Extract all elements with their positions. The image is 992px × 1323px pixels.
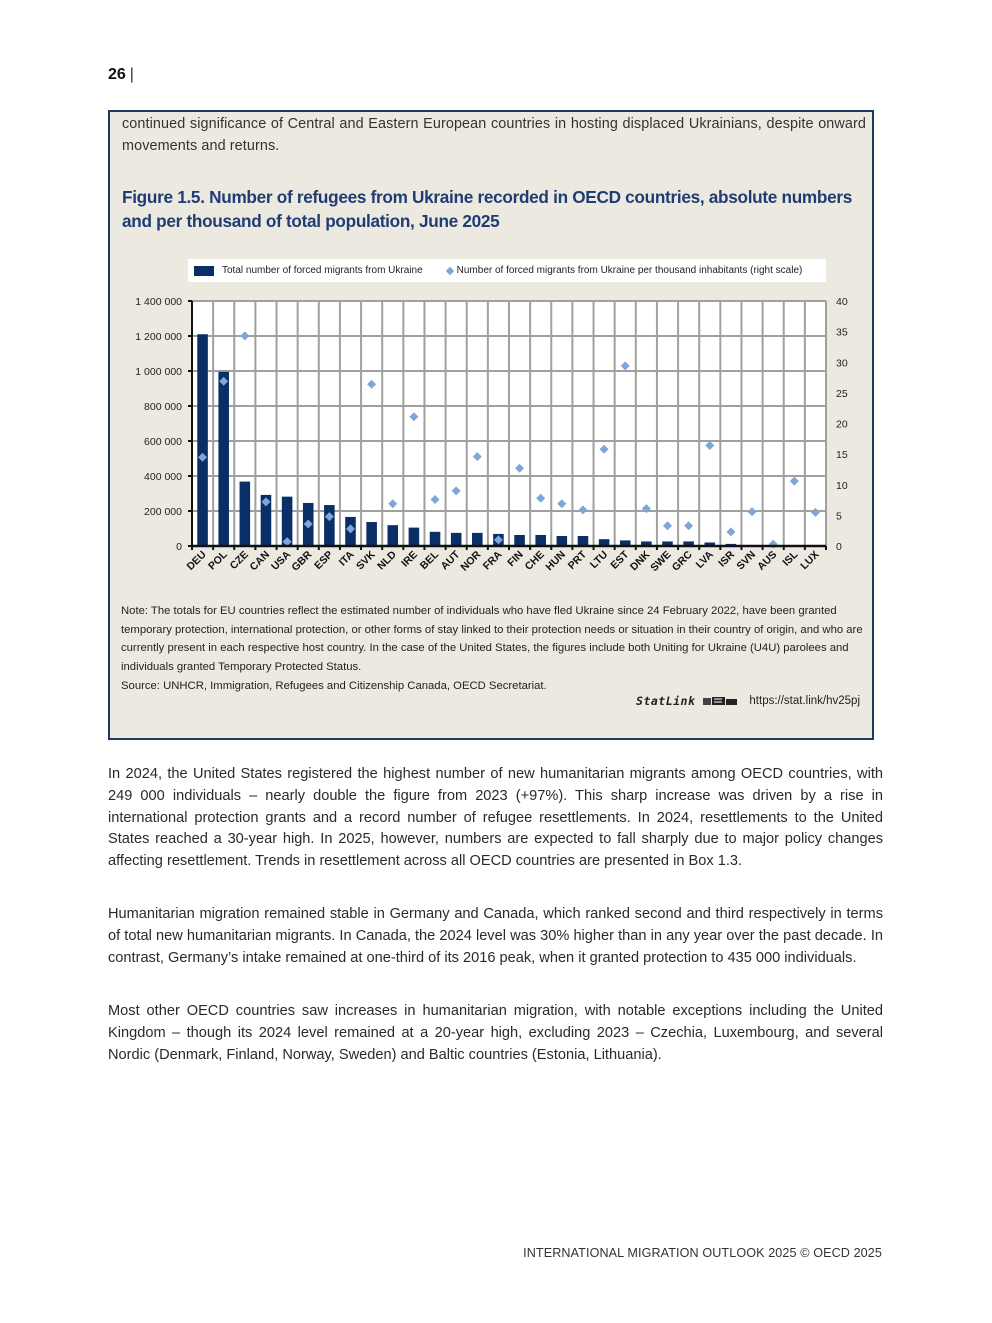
bar-hun xyxy=(557,536,568,546)
page-number-separator: | xyxy=(129,66,134,83)
chart-legend xyxy=(188,259,826,282)
x-tick-label-isr: ISR xyxy=(716,548,738,570)
x-tick-label-grc: GRC xyxy=(669,548,695,574)
y-tick-label-right: 5 xyxy=(836,510,842,523)
page-number xyxy=(108,66,134,84)
figure-note: Note: The totals for EU countries reflect the estimated number of individuals who have fled Ukraine since 24 February 2022, have been granted temporary protection, international protection, or other forms of stay linked to their protection needs or situation in their country of origin, and who are currently present in each respective host country. In the case of the United States, the figures include both Uniting for Ukraine (U4U) parolees and individuals granted Temporary Protected Status. xyxy=(121,605,863,674)
page-number-value: 26 xyxy=(108,66,126,83)
y-tick-label-right: 20 xyxy=(836,418,848,431)
statlink-logo-icon xyxy=(703,696,737,706)
x-tick-label-fra: FRA xyxy=(480,548,505,573)
statlink[interactable] xyxy=(636,694,860,708)
x-tick-label-est: EST xyxy=(608,548,632,572)
bar-esp xyxy=(324,505,335,546)
x-tick-label-svn: SVN xyxy=(734,548,759,573)
x-tick-label-esp: ESP xyxy=(312,548,336,572)
page-footer: INTERNATIONAL MIGRATION OUTLOOK 2025 © OECD 2025 xyxy=(523,1246,882,1260)
x-tick-label-hun: HUN xyxy=(543,548,568,574)
body-paragraph-3: Most other OECD countries saw increases in humanitarian migration, with notable exceptions including the United Kingdom – though its 2024 level remained at a 20-year high, excluding 2023 – Czechia, Luxembourg, and several Nordic (Denmark, Finland, Norway, Sweden) and Baltic countries (Estonia, Lithuania). xyxy=(108,1003,883,1063)
x-tick-label-ltu: LTU xyxy=(587,548,611,572)
bar-nld xyxy=(387,525,398,546)
y-tick-label-right: 0 xyxy=(836,541,842,553)
y-tick-label-right: 35 xyxy=(836,326,848,339)
bar-ire xyxy=(409,528,420,546)
x-tick-label-lva: LVA xyxy=(693,548,716,571)
body-paragraph-2: Humanitarian migration remained stable in Germany and Canada, which ranked second and third respectively in terms of total new humanitarian migrants. In Canada, the 2024 level was 30% higher than in any year over the past decade. In contrast, Germany’s intake remained at one-third of its 2016 peak, when it granted protection to 435 000 individuals. xyxy=(108,906,883,966)
bar-aut xyxy=(451,533,462,546)
y-tick-label-right: 40 xyxy=(836,296,848,308)
x-tick-label-isl: ISL xyxy=(780,548,801,569)
x-tick-label-nld: NLD xyxy=(375,548,399,573)
bar-prt xyxy=(578,536,589,546)
x-tick-label-dnk: DNK xyxy=(627,548,653,574)
x-tick-label-che: CHE xyxy=(522,548,547,573)
y-tick-label-left: 200 000 xyxy=(144,506,182,518)
legend-bar-swatch-icon xyxy=(194,266,214,276)
bar-svk xyxy=(366,522,377,546)
x-tick-label-nor: NOR xyxy=(458,548,484,574)
x-tick-label-prt: PRT xyxy=(565,548,590,572)
y-tick-label-right: 30 xyxy=(836,357,848,370)
figure-title: Figure 1.5. Number of refugees from Ukraine recorded in OECD countries, absolute numbers and per thousand of total population, June 2025 xyxy=(122,187,853,231)
x-tick-label-ita: ITA xyxy=(336,548,357,569)
figure-source: Source: UNHCR, Immigration, Refugees and Citizenship Canada, OECD Secretariat. xyxy=(121,679,547,692)
figure-notes xyxy=(121,602,866,696)
x-tick-label-deu: DEU xyxy=(184,548,209,573)
x-tick-label-ire: IRE xyxy=(399,548,421,570)
x-tick-label-swe: SWE xyxy=(648,548,674,575)
y-tick-label-left: 1 000 000 xyxy=(135,366,182,378)
box-intro-text: continued significance of Central and Eastern European countries in hosting displaced Ukrainians, despite onward movements and returns. xyxy=(122,116,866,154)
x-tick-label-usa: USA xyxy=(269,548,294,573)
bar-fin xyxy=(514,535,525,546)
y-tick-label-left: 0 xyxy=(176,541,182,553)
bar-che xyxy=(535,535,546,546)
statlink-label: StatLink xyxy=(636,694,696,708)
x-tick-label-can: CAN xyxy=(247,548,273,574)
x-tick-label-bel: BEL xyxy=(417,548,442,572)
legend-label-total: Total number of forced migrants from Ukraine xyxy=(222,265,423,276)
y-tick-label-left: 600 000 xyxy=(144,436,182,448)
x-tick-label-aus: AUS xyxy=(755,548,780,573)
legend-diamond-swatch-icon xyxy=(445,266,453,274)
y-tick-label-left: 1 200 000 xyxy=(135,331,182,343)
y-tick-label-right: 25 xyxy=(836,387,848,400)
x-tick-label-cze: CZE xyxy=(227,548,251,572)
bar-deu xyxy=(197,334,208,546)
bar-bel xyxy=(430,532,441,546)
statlink-url[interactable]: https://stat.link/hv25pj xyxy=(749,695,860,707)
figure-box xyxy=(108,110,874,740)
y-tick-label-left: 800 000 xyxy=(144,401,182,413)
chart-plot xyxy=(110,287,872,597)
bar-cze xyxy=(240,482,251,546)
x-tick-label-pol: POL xyxy=(206,548,230,573)
x-tick-label-aut: AUT xyxy=(438,548,463,573)
y-tick-label-right: 10 xyxy=(836,479,848,492)
y-tick-label-left: 1 400 000 xyxy=(135,296,182,308)
body-paragraph-1: In 2024, the United States registered the highest number of new humanitarian migrants among OECD countries, with 249 000 individuals – nearly double the figure from 2023 (+97%). This sharp increase was driven by a rise in international protection grants and a record number of refugee resettlements. In 2024, resettlements to the United States reached a 30-year high. In 2025, however, numbers are expected to fall sharply due to major policy changes affecting resettlement. Trends in resettlement across all OECD countries are presented in Box 1.3. xyxy=(108,766,883,870)
x-tick-label-fin: FIN xyxy=(505,548,526,570)
y-tick-label-right: 15 xyxy=(836,449,848,462)
x-tick-label-gbr: GBR xyxy=(289,548,315,574)
y-tick-label-left: 400 000 xyxy=(144,471,182,483)
legend-label-per-thousand: Number of forced migrants from Ukraine per thousand inhabitants (right scale) xyxy=(456,265,803,276)
x-tick-label-lux: LUX xyxy=(798,548,822,572)
bar-nor xyxy=(472,533,483,546)
x-tick-label-svk: SVK xyxy=(354,548,378,573)
bar-pol xyxy=(218,372,229,546)
